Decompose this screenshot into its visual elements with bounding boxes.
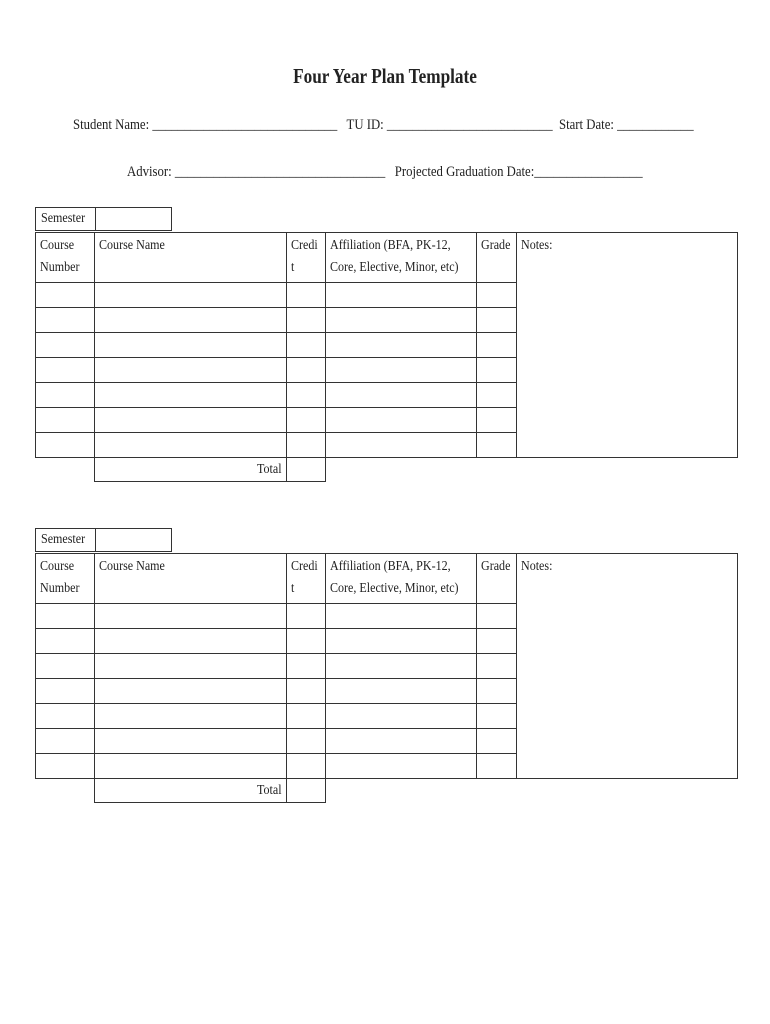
- course-name-cell[interactable]: [94, 407, 287, 433]
- col-header-credit: Credi t: [286, 232, 326, 283]
- affiliation-cell[interactable]: [325, 357, 477, 383]
- grade-cell[interactable]: [476, 332, 517, 358]
- col-header-grade: Grade: [476, 553, 517, 604]
- semester-field[interactable]: [35, 528, 172, 552]
- grade-cell[interactable]: [476, 753, 517, 779]
- credit-cell[interactable]: [286, 603, 326, 629]
- course-number-cell[interactable]: [35, 753, 95, 779]
- col-header-grade: Grade: [476, 232, 517, 283]
- affiliation-cell[interactable]: [325, 282, 477, 308]
- affiliation-cell[interactable]: [325, 407, 477, 433]
- grade-cell[interactable]: [476, 653, 517, 679]
- affiliation-cell[interactable]: [325, 653, 477, 679]
- col-header-course-number: Course Number: [35, 232, 95, 283]
- credit-cell[interactable]: [286, 432, 326, 458]
- grade-cell[interactable]: [476, 603, 517, 629]
- affiliation-cell[interactable]: [325, 603, 477, 629]
- course-number-cell[interactable]: [35, 653, 95, 679]
- notes-box[interactable]: Notes:: [516, 232, 738, 458]
- course-number-cell[interactable]: [35, 628, 95, 654]
- col-header-course-name: Course Name: [94, 553, 287, 604]
- total-label: Total: [94, 457, 287, 482]
- affiliation-cell[interactable]: [325, 678, 477, 704]
- affiliation-cell[interactable]: [325, 753, 477, 779]
- course-name-cell[interactable]: [94, 332, 287, 358]
- affiliation-cell[interactable]: [325, 432, 477, 458]
- course-name-cell[interactable]: [94, 382, 287, 408]
- course-number-cell[interactable]: [35, 728, 95, 754]
- affiliation-cell[interactable]: [325, 382, 477, 408]
- grade-cell[interactable]: [476, 432, 517, 458]
- course-name-cell[interactable]: [94, 307, 287, 333]
- total-credit-cell[interactable]: [286, 778, 326, 803]
- course-number-cell[interactable]: [35, 282, 95, 308]
- course-number-cell[interactable]: [35, 703, 95, 729]
- col-header-affiliation: Affiliation (BFA, PK-12, Core, Elective, Minor, etc): [325, 232, 477, 283]
- course-number-cell[interactable]: [35, 382, 95, 408]
- credit-cell[interactable]: [286, 357, 326, 383]
- affiliation-cell[interactable]: [325, 728, 477, 754]
- affiliation-cell[interactable]: [325, 332, 477, 358]
- col-header-credit: Credi t: [286, 553, 326, 604]
- grade-cell[interactable]: [476, 678, 517, 704]
- course-number-cell[interactable]: [35, 307, 95, 333]
- course-name-cell[interactable]: [94, 432, 287, 458]
- grade-cell[interactable]: [476, 357, 517, 383]
- course-name-cell[interactable]: [94, 628, 287, 654]
- course-number-cell[interactable]: [35, 357, 95, 383]
- affiliation-cell[interactable]: [325, 307, 477, 333]
- credit-cell[interactable]: [286, 307, 326, 333]
- credit-cell[interactable]: [286, 728, 326, 754]
- course-name-cell[interactable]: [94, 357, 287, 383]
- credit-cell[interactable]: [286, 753, 326, 779]
- semester-label: Semester: [36, 529, 96, 551]
- credit-cell[interactable]: [286, 678, 326, 704]
- col-header-course-name: Course Name: [94, 232, 287, 283]
- course-name-cell[interactable]: [94, 282, 287, 308]
- col-header-course-number: Course Number: [35, 553, 95, 604]
- course-name-cell[interactable]: [94, 603, 287, 629]
- course-name-cell[interactable]: [94, 703, 287, 729]
- grade-cell[interactable]: [476, 307, 517, 333]
- course-number-cell[interactable]: [35, 432, 95, 458]
- total-credit-cell[interactable]: [286, 457, 326, 482]
- course-name-cell[interactable]: [94, 678, 287, 704]
- course-number-cell[interactable]: [35, 407, 95, 433]
- grade-cell[interactable]: [476, 282, 517, 308]
- course-number-cell[interactable]: [35, 603, 95, 629]
- page-title: Four Year Plan Template: [293, 64, 477, 88]
- grade-cell[interactable]: [476, 382, 517, 408]
- credit-cell[interactable]: [286, 382, 326, 408]
- grade-cell[interactable]: [476, 703, 517, 729]
- credit-cell[interactable]: [286, 628, 326, 654]
- grade-cell[interactable]: [476, 628, 517, 654]
- credit-cell[interactable]: [286, 282, 326, 308]
- grade-cell[interactable]: [476, 728, 517, 754]
- notes-box[interactable]: Notes:: [516, 553, 738, 779]
- advisor-info-line: Advisor: _________________________________ Projected Graduation Date:_________________: [127, 164, 643, 180]
- credit-cell[interactable]: [286, 653, 326, 679]
- course-name-cell[interactable]: [94, 653, 287, 679]
- semester-field[interactable]: [35, 207, 172, 231]
- course-number-cell[interactable]: [35, 332, 95, 358]
- semester-label: Semester: [36, 208, 96, 230]
- credit-cell[interactable]: [286, 332, 326, 358]
- affiliation-cell[interactable]: [325, 703, 477, 729]
- course-number-cell[interactable]: [35, 678, 95, 704]
- course-name-cell[interactable]: [94, 728, 287, 754]
- total-label: Total: [94, 778, 287, 803]
- course-name-cell[interactable]: [94, 753, 287, 779]
- affiliation-cell[interactable]: [325, 628, 477, 654]
- grade-cell[interactable]: [476, 407, 517, 433]
- credit-cell[interactable]: [286, 407, 326, 433]
- student-info-line: Student Name: _____________________________ TU ID: __________________________ Start Date: ____________: [73, 117, 694, 133]
- credit-cell[interactable]: [286, 703, 326, 729]
- col-header-affiliation: Affiliation (BFA, PK-12, Core, Elective, Minor, etc): [325, 553, 477, 604]
